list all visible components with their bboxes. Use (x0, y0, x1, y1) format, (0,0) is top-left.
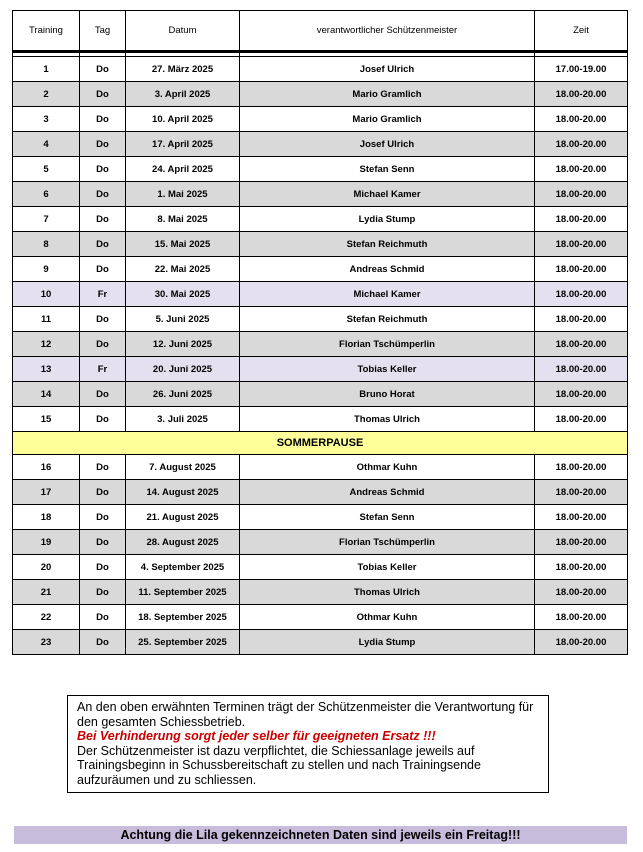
table-row (13, 455, 628, 480)
table-row (13, 57, 628, 82)
responsible-person: Josef Ulrich (240, 57, 535, 82)
table-row (13, 480, 628, 505)
training-number: 10 (13, 282, 80, 307)
weekday: Do (80, 232, 126, 257)
weekday: Do (80, 132, 126, 157)
training-number: 5 (13, 157, 80, 182)
time: 18.00-20.00 (535, 605, 628, 630)
header-schuetzenmeister: verantwortlicher Schützenmeister (240, 11, 535, 52)
table-row (13, 407, 628, 432)
date: 26. Juni 2025 (126, 382, 240, 407)
table-row (13, 580, 628, 605)
summer-break-row (13, 432, 628, 455)
responsible-person: Andreas Schmid (240, 480, 535, 505)
weekday: Fr (80, 357, 126, 382)
date: 1. Mai 2025 (126, 182, 240, 207)
responsible-person: Michael Kamer (240, 282, 535, 307)
date: 7. August 2025 (126, 455, 240, 480)
time: 18.00-20.00 (535, 132, 628, 157)
time: 18.00-20.00 (535, 257, 628, 282)
responsible-person: Stefan Senn (240, 157, 535, 182)
time: 18.00-20.00 (535, 182, 628, 207)
table-row (13, 107, 628, 132)
date: 21. August 2025 (126, 505, 240, 530)
date: 12. Juni 2025 (126, 332, 240, 357)
training-number: 9 (13, 257, 80, 282)
time: 18.00-20.00 (535, 82, 628, 107)
time: 18.00-20.00 (535, 107, 628, 132)
table-row (13, 555, 628, 580)
weekday: Do (80, 580, 126, 605)
responsible-person: Lydia Stump (240, 207, 535, 232)
responsible-person: Mario Gramlich (240, 82, 535, 107)
date: 25. September 2025 (126, 630, 240, 655)
time: 18.00-20.00 (535, 307, 628, 332)
weekday: Do (80, 207, 126, 232)
responsible-person: Tobias Keller (240, 357, 535, 382)
responsible-person: Thomas Ulrich (240, 407, 535, 432)
responsible-person: Stefan Senn (240, 505, 535, 530)
training-number: 23 (13, 630, 80, 655)
date: 30. Mai 2025 (126, 282, 240, 307)
time: 18.00-20.00 (535, 232, 628, 257)
weekday: Do (80, 82, 126, 107)
date: 20. Juni 2025 (126, 357, 240, 382)
responsible-person: Thomas Ulrich (240, 580, 535, 605)
time: 18.00-20.00 (535, 207, 628, 232)
time: 18.00-20.00 (535, 555, 628, 580)
table-row (13, 530, 628, 555)
training-number: 12 (13, 332, 80, 357)
weekday: Do (80, 407, 126, 432)
training-number: 1 (13, 57, 80, 82)
date: 14. August 2025 (126, 480, 240, 505)
date: 10. April 2025 (126, 107, 240, 132)
time: 18.00-20.00 (535, 407, 628, 432)
date: 17. April 2025 (126, 132, 240, 157)
weekday: Do (80, 57, 126, 82)
table-row (13, 157, 628, 182)
time: 18.00-20.00 (535, 157, 628, 182)
weekday: Do (80, 630, 126, 655)
summer-break-label: SOMMERPAUSE (13, 432, 628, 455)
time: 17.00-19.00 (535, 57, 628, 82)
header-datum: Datum (126, 11, 240, 52)
time: 18.00-20.00 (535, 332, 628, 357)
weekday: Do (80, 307, 126, 332)
time: 18.00-20.00 (535, 455, 628, 480)
training-number: 19 (13, 530, 80, 555)
weekday: Do (80, 332, 126, 357)
weekday: Do (80, 480, 126, 505)
date: 3. Juli 2025 (126, 407, 240, 432)
training-number: 22 (13, 605, 80, 630)
training-number: 21 (13, 580, 80, 605)
weekday: Do (80, 257, 126, 282)
time: 18.00-20.00 (535, 480, 628, 505)
table-row (13, 207, 628, 232)
friday-hint-bar: Achtung die Lila gekennzeichneten Daten sind jeweils ein Freitag!!! (14, 826, 627, 844)
training-number: 13 (13, 357, 80, 382)
table-row (13, 382, 628, 407)
time: 18.00-20.00 (535, 530, 628, 555)
table-row (13, 82, 628, 107)
table-row (13, 630, 628, 655)
responsible-person: Othmar Kuhn (240, 455, 535, 480)
time: 18.00-20.00 (535, 580, 628, 605)
table-header (13, 11, 628, 52)
training-number: 14 (13, 382, 80, 407)
time: 18.00-20.00 (535, 282, 628, 307)
training-number: 20 (13, 555, 80, 580)
training-number: 16 (13, 455, 80, 480)
table-row (13, 605, 628, 630)
weekday: Do (80, 382, 126, 407)
responsible-person: Othmar Kuhn (240, 605, 535, 630)
training-number: 15 (13, 407, 80, 432)
table-row (13, 307, 628, 332)
time: 18.00-20.00 (535, 630, 628, 655)
date: 11. September 2025 (126, 580, 240, 605)
training-number: 3 (13, 107, 80, 132)
responsible-person: Andreas Schmid (240, 257, 535, 282)
date: 28. August 2025 (126, 530, 240, 555)
notice-warning: Bei Verhinderung sorgt jeder selber für geeigneten Ersatz !!! (77, 729, 436, 743)
weekday: Do (80, 555, 126, 580)
date: 5. Juni 2025 (126, 307, 240, 332)
date: 3. April 2025 (126, 82, 240, 107)
responsible-person: Josef Ulrich (240, 132, 535, 157)
training-number: 6 (13, 182, 80, 207)
date: 22. Mai 2025 (126, 257, 240, 282)
responsible-person: Stefan Reichmuth (240, 232, 535, 257)
date: 18. September 2025 (126, 605, 240, 630)
notice-line-2: Der Schützenmeister ist dazu verpflichtet, die Schiessanlage jeweils auf Trainingsbeginn in Schussbereitschaft zu stellen und nach Trainingsende aufzuräumen und zu schliessen. (77, 743, 481, 787)
date: 15. Mai 2025 (126, 232, 240, 257)
header-zeit: Zeit (535, 11, 628, 52)
responsibility-notice (67, 695, 549, 793)
date: 8. Mai 2025 (126, 207, 240, 232)
training-number: 2 (13, 82, 80, 107)
table-row (13, 257, 628, 282)
table-row (13, 232, 628, 257)
training-schedule-table (12, 10, 628, 655)
responsible-person: Lydia Stump (240, 630, 535, 655)
table-row (13, 357, 628, 382)
training-number: 7 (13, 207, 80, 232)
table-row (13, 132, 628, 157)
time: 18.00-20.00 (535, 357, 628, 382)
header-training: Training (13, 11, 80, 52)
training-number: 17 (13, 480, 80, 505)
weekday: Do (80, 455, 126, 480)
table-row (13, 182, 628, 207)
training-number: 11 (13, 307, 80, 332)
responsible-person: Bruno Horat (240, 382, 535, 407)
notice-line-1: An den oben erwähnten Terminen trägt der Schützenmeister die Verantwortung für den gesamten Schiessbetrieb. (77, 700, 534, 729)
table-row (13, 332, 628, 357)
date: 24. April 2025 (126, 157, 240, 182)
responsible-person: Michael Kamer (240, 182, 535, 207)
training-number: 8 (13, 232, 80, 257)
weekday: Do (80, 505, 126, 530)
table-row (13, 282, 628, 307)
weekday: Do (80, 107, 126, 132)
training-number: 18 (13, 505, 80, 530)
table-body (13, 52, 628, 655)
date: 4. September 2025 (126, 555, 240, 580)
weekday: Do (80, 182, 126, 207)
date: 27. März 2025 (126, 57, 240, 82)
responsible-person: Florian Tschümperlin (240, 530, 535, 555)
weekday: Fr (80, 282, 126, 307)
header-tag: Tag (80, 11, 126, 52)
responsible-person: Florian Tschümperlin (240, 332, 535, 357)
time: 18.00-20.00 (535, 505, 628, 530)
responsible-person: Mario Gramlich (240, 107, 535, 132)
training-number: 4 (13, 132, 80, 157)
time: 18.00-20.00 (535, 382, 628, 407)
weekday: Do (80, 605, 126, 630)
table-row (13, 505, 628, 530)
responsible-person: Stefan Reichmuth (240, 307, 535, 332)
weekday: Do (80, 530, 126, 555)
responsible-person: Tobias Keller (240, 555, 535, 580)
weekday: Do (80, 157, 126, 182)
